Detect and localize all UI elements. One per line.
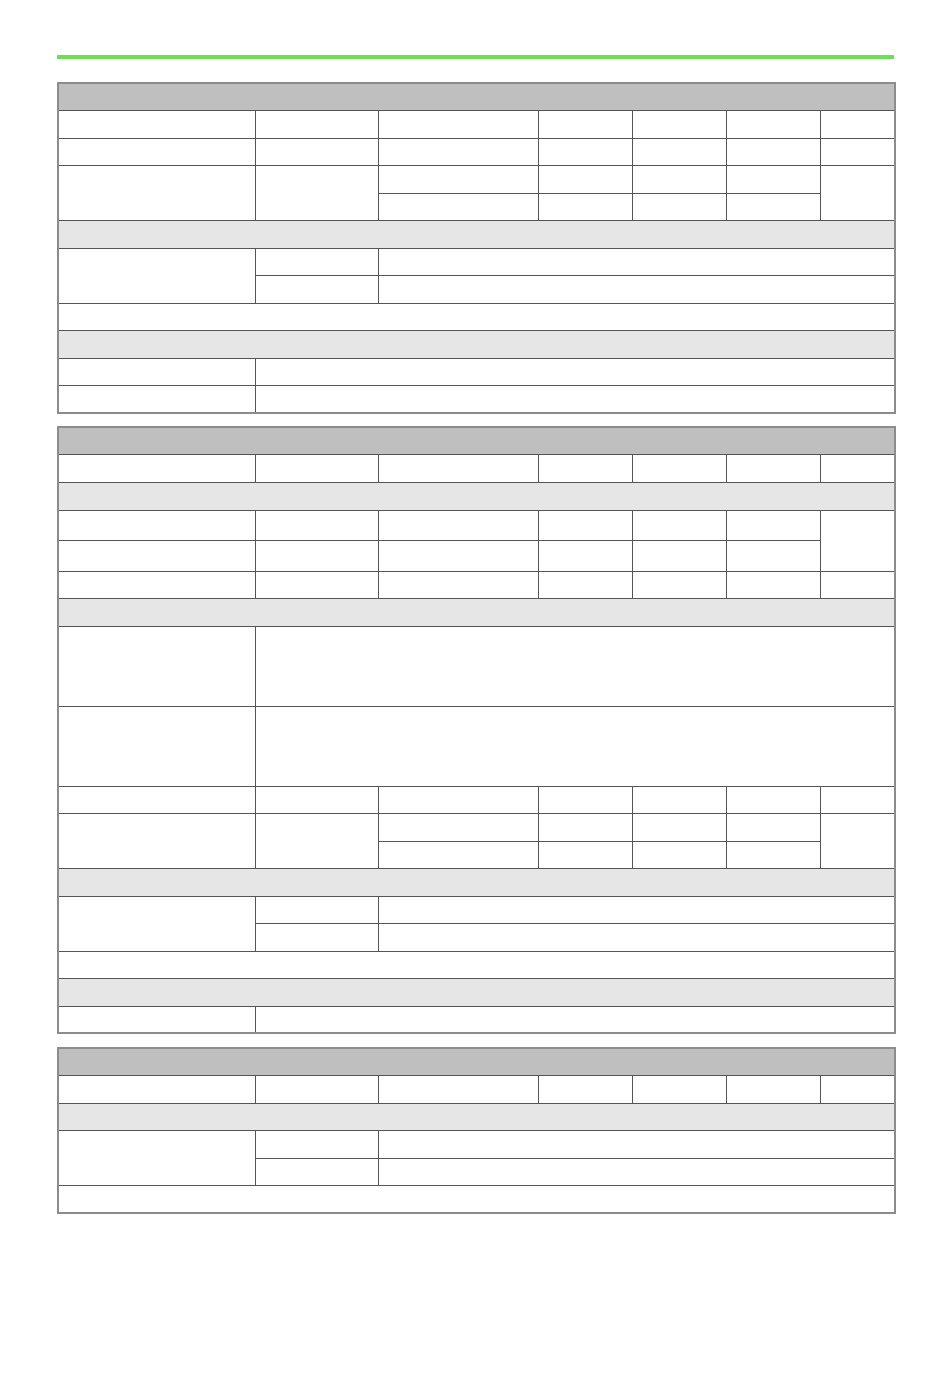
table-cell — [378, 813, 538, 841]
table-row — [58, 1075, 895, 1103]
table-cell — [58, 1075, 255, 1103]
table-cell — [255, 454, 378, 482]
table-row — [58, 626, 895, 706]
table-cell — [632, 138, 726, 165]
table-cell — [820, 786, 895, 813]
table-cell — [255, 540, 378, 571]
table-cell — [255, 358, 895, 385]
table-row — [58, 165, 895, 193]
table-cell — [538, 510, 632, 540]
table-cell — [255, 110, 378, 138]
spec-table-2 — [57, 426, 896, 1034]
table-cell — [538, 540, 632, 571]
table-cell — [378, 841, 538, 868]
table-row — [58, 385, 895, 413]
table-cell — [58, 1130, 255, 1185]
table-cell — [58, 303, 895, 330]
table-cell — [820, 571, 895, 598]
table-row — [58, 248, 895, 275]
spec-table-3 — [57, 1047, 896, 1214]
table-cell — [538, 165, 632, 193]
table-cell — [538, 193, 632, 220]
table-cell — [255, 571, 378, 598]
table-row — [58, 358, 895, 385]
table-cell — [378, 1158, 895, 1185]
table-cell — [820, 1075, 895, 1103]
table-cell — [58, 540, 255, 571]
table-cell — [726, 193, 820, 220]
section-header — [58, 598, 895, 626]
section-header — [58, 482, 895, 510]
table-cell — [255, 813, 378, 868]
table-cell — [726, 813, 820, 841]
table-cell — [820, 165, 895, 220]
table-row — [58, 813, 895, 841]
section-header — [58, 868, 895, 896]
table-cell — [378, 248, 895, 275]
table-cell — [726, 1075, 820, 1103]
table-cell — [255, 165, 378, 220]
table-cell — [255, 786, 378, 813]
spec-table-1 — [57, 82, 896, 414]
table-row — [58, 454, 895, 482]
table-cell — [58, 813, 255, 868]
table-cell — [820, 110, 895, 138]
table-cell — [58, 454, 255, 482]
table-cell — [255, 1075, 378, 1103]
table-cell — [538, 786, 632, 813]
table-cell — [726, 786, 820, 813]
table-cell — [632, 540, 726, 571]
table-row — [58, 110, 895, 138]
table-cell — [632, 813, 726, 841]
table-cell — [726, 841, 820, 868]
table-cell — [378, 786, 538, 813]
table-cell — [726, 165, 820, 193]
table-cell — [538, 454, 632, 482]
table-cell — [632, 193, 726, 220]
table-cell — [726, 110, 820, 138]
table-row — [58, 706, 895, 786]
table-cell — [255, 248, 378, 275]
table-cell — [58, 786, 255, 813]
table-cell — [820, 138, 895, 165]
table-cell — [58, 138, 255, 165]
table-cell — [58, 248, 255, 303]
top-accent-rule — [57, 55, 894, 59]
table-cell — [255, 923, 378, 951]
table-cell — [58, 626, 255, 706]
table-cell — [820, 454, 895, 482]
table-cell — [255, 1130, 378, 1158]
table-cell — [378, 923, 895, 951]
table-cell — [255, 1006, 895, 1033]
section-header — [58, 1103, 895, 1130]
table-cell — [58, 571, 255, 598]
section-header — [58, 978, 895, 1006]
table-cell — [378, 165, 538, 193]
table-cell — [632, 454, 726, 482]
table-title — [58, 427, 895, 454]
table-cell — [538, 571, 632, 598]
table-cell — [820, 813, 895, 868]
table-cell — [58, 1185, 895, 1213]
table-cell — [378, 193, 538, 220]
table-cell — [538, 1075, 632, 1103]
table-cell — [378, 540, 538, 571]
section-header — [58, 220, 895, 248]
table-row — [58, 1185, 895, 1213]
table-cell — [58, 110, 255, 138]
table-cell — [58, 1006, 255, 1033]
table-row — [58, 1006, 895, 1033]
table-cell — [58, 706, 255, 786]
table-cell — [632, 110, 726, 138]
table-row — [58, 540, 895, 571]
table-row — [58, 1130, 895, 1158]
table-cell — [538, 813, 632, 841]
table-cell — [58, 385, 255, 413]
table-row — [58, 951, 895, 978]
table-cell — [255, 706, 895, 786]
table-cell — [632, 786, 726, 813]
table-cell — [255, 896, 378, 923]
table-cell — [378, 275, 895, 303]
table-title — [58, 83, 895, 110]
table-row — [58, 510, 895, 540]
table-cell — [378, 1130, 895, 1158]
table-cell — [255, 385, 895, 413]
table-cell — [378, 1075, 538, 1103]
table-cell — [538, 110, 632, 138]
table-cell — [632, 841, 726, 868]
table-cell — [255, 510, 378, 540]
table-cell — [255, 1158, 378, 1185]
table-row — [58, 303, 895, 330]
table-cell — [726, 138, 820, 165]
table-cell — [255, 626, 895, 706]
table-cell — [378, 454, 538, 482]
table-title — [58, 1048, 895, 1075]
table-cell — [632, 1075, 726, 1103]
table-cell — [58, 896, 255, 951]
table-cell — [58, 358, 255, 385]
table-cell — [726, 510, 820, 540]
section-header — [58, 330, 895, 358]
table-cell — [58, 951, 895, 978]
table-cell — [378, 510, 538, 540]
table-cell — [378, 571, 538, 598]
table-cell — [255, 275, 378, 303]
table-cell — [726, 540, 820, 571]
table-cell — [632, 510, 726, 540]
table-cell — [632, 165, 726, 193]
table-cell — [255, 138, 378, 165]
table-cell — [58, 165, 255, 220]
table-cell — [726, 571, 820, 598]
table-cell — [58, 510, 255, 540]
table-cell — [378, 110, 538, 138]
table-row — [58, 138, 895, 165]
table-row — [58, 571, 895, 598]
table-cell — [726, 454, 820, 482]
table-cell — [378, 896, 895, 923]
table-row — [58, 786, 895, 813]
table-cell — [378, 138, 538, 165]
table-cell — [538, 841, 632, 868]
table-cell — [632, 571, 726, 598]
table-cell — [820, 510, 895, 571]
table-row — [58, 896, 895, 923]
table-cell — [538, 138, 632, 165]
